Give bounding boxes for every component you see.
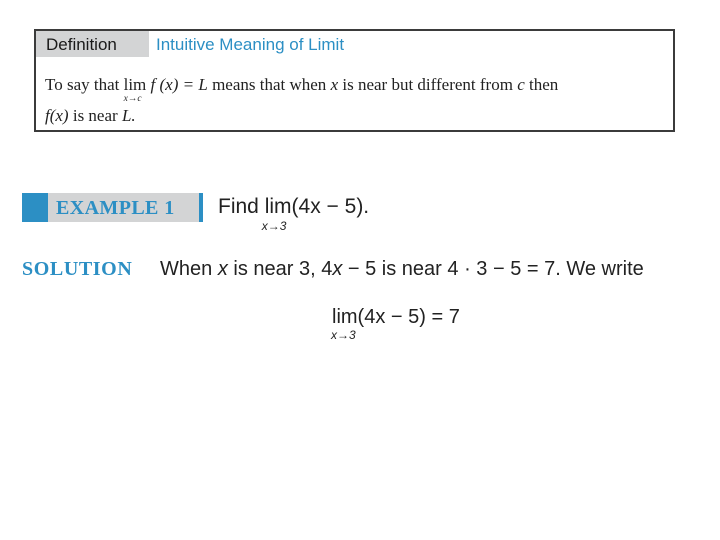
definition-title: Intuitive Meaning of Limit <box>156 35 345 54</box>
definition-tab-label: Definition <box>36 31 149 57</box>
definition-line-1 <box>45 75 559 104</box>
definition-line-2 <box>45 106 136 126</box>
definition-limit-expression: f (x) = L <box>150 75 208 94</box>
definition-prefix: To say that <box>45 75 120 94</box>
solution-text <box>160 258 644 281</box>
definition-limit <box>123 75 147 104</box>
definition-text-b: is near but different from <box>342 75 513 94</box>
example-statement <box>218 195 370 233</box>
solution-label: SOLUTION <box>22 258 133 280</box>
definition-lim-subscript: x→c <box>123 94 142 104</box>
definition-text-c: then <box>528 75 559 94</box>
result-lim-subscript: x→3 <box>331 328 356 342</box>
example-label-bar <box>22 193 203 222</box>
definition-fx: f(x) <box>45 106 69 125</box>
example-lim-word: lim <box>264 195 292 218</box>
solution-var-x: x <box>217 258 228 280</box>
result-limit <box>331 306 358 342</box>
example-find: Find <box>218 195 259 218</box>
solution-text-c: − 5 is near 4 · 3 − 5 = 7. We write <box>347 258 644 280</box>
definition-box <box>34 29 675 132</box>
solution-text-b: is near 3, 4 <box>233 258 333 280</box>
example-label: EXAMPLE 1 <box>48 193 199 222</box>
solution-result <box>331 306 460 342</box>
example-lim-subscript: x→3 <box>261 219 287 233</box>
definition-lim-word: lim <box>123 75 147 94</box>
result-lim-word: lim <box>332 306 358 328</box>
definition-line2-text: is near <box>72 106 118 125</box>
solution-var-x2: x <box>332 258 343 280</box>
solution-text-a: When <box>160 258 213 280</box>
definition-text-a: means that when <box>212 75 327 94</box>
example-expression: (4x − 5). <box>291 195 370 218</box>
result-expression: (4x − 5) = 7 <box>357 306 460 328</box>
definition-var-x: x <box>330 75 339 94</box>
definition-var-L: L. <box>121 106 136 125</box>
example-limit <box>261 195 292 233</box>
definition-var-c: c <box>517 75 525 94</box>
